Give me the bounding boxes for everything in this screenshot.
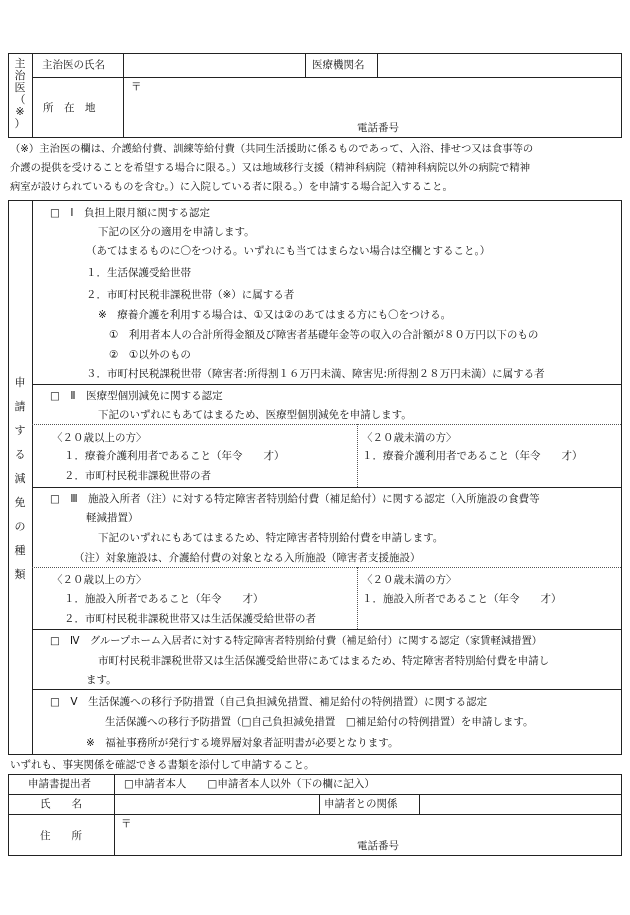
submitter-label: 申請書提出者 bbox=[28, 778, 91, 790]
table-border bbox=[319, 794, 320, 814]
postal-mark: 〒 bbox=[121, 818, 132, 830]
option-line: ① 利用者本人の合計所得金額及び障害者基礎年金等の収入の合計額が８０万円以下のもの bbox=[109, 329, 539, 341]
table-border bbox=[305, 53, 306, 77]
dotted-divider bbox=[357, 424, 358, 487]
submitter-name-label: 氏 名 bbox=[40, 798, 82, 810]
option-line: １．療養介護利用者であること（年令 才） bbox=[64, 450, 285, 462]
table-border bbox=[32, 487, 622, 488]
option-line: ② ①以外のもの bbox=[109, 349, 191, 361]
relation-field[interactable] bbox=[420, 795, 620, 813]
subhead: 〈２０歳以上の方〉 bbox=[52, 574, 147, 586]
text-line: （注）対象施設は、介護給付費の対象となる入所施設（障害者支援施設） bbox=[74, 552, 421, 564]
relation-label: 申請者との関係 bbox=[324, 798, 398, 810]
phone-label: 電話番号 bbox=[357, 840, 399, 852]
table-border bbox=[621, 53, 622, 138]
attach-note: いずれも、事実関係を確認できる書類を添付して申請すること。 bbox=[10, 759, 315, 771]
text-line: 生活保護への移行予防措置（□自己負担減免措置 □補足給付の特例措置）を申請します。 bbox=[105, 716, 534, 728]
dotted-divider bbox=[32, 424, 621, 425]
note-line: 病室が設けられているものを含む。）に入院している者に限る。）を申請する場合記入すること。 bbox=[10, 181, 453, 193]
vertical-char: 主 bbox=[14, 57, 26, 70]
institution-field[interactable] bbox=[378, 54, 620, 76]
vertical-char: 医 bbox=[14, 81, 26, 94]
vertical-char: 減 bbox=[14, 472, 26, 485]
table-border bbox=[32, 689, 622, 690]
submitter-name-field[interactable] bbox=[115, 795, 318, 813]
table-border bbox=[32, 384, 622, 385]
text-line: ます。 bbox=[86, 674, 117, 686]
submitter-options[interactable]: □申請者本人 □申請者本人以外（下の欄に記入） bbox=[124, 778, 375, 790]
table-border bbox=[32, 200, 33, 755]
option-line: １．施設入所者であること（年令 才） bbox=[362, 593, 562, 605]
doctor-name-field[interactable] bbox=[124, 54, 304, 76]
section-4-title[interactable]: □ Ⅳ グループホーム入居者に対する特定障害者特別給付費（補足給付）に関する認定（家賃軽減措置） bbox=[50, 635, 543, 647]
option-line: １．施設入所者であること（年令 才） bbox=[64, 593, 264, 605]
text-line: （あてはまるものに〇をつける。いずれにも当てはまらない場合は空欄とすること。） bbox=[86, 245, 491, 257]
vertical-char: 請 bbox=[14, 400, 26, 413]
vertical-char: （ bbox=[14, 93, 26, 106]
table-border bbox=[8, 200, 622, 201]
vertical-char: 免 bbox=[14, 496, 26, 509]
table-border bbox=[32, 53, 33, 138]
table-border bbox=[8, 200, 9, 755]
text-line: ※ 福祉事務所が発行する境界層対象者証明書が必要となります。 bbox=[86, 737, 399, 749]
vertical-char: る bbox=[14, 448, 26, 461]
table-border bbox=[621, 200, 622, 755]
vertical-char: 申 bbox=[14, 376, 26, 389]
text-line: 軽減措置） bbox=[86, 512, 139, 524]
table-border bbox=[8, 855, 622, 856]
subhead: 〈２０歳未満の方〉 bbox=[362, 574, 457, 586]
section-5-title[interactable]: □ Ⅴ 生活保護への移行予防措置（自己負担減免措置、補足給付の特例措置）に関する認定 bbox=[50, 696, 488, 708]
text-line: ※ 療養介護を利用する場合は、①又は②のあてはまる方にも〇をつける。 bbox=[98, 309, 452, 321]
note-line: （※）主治医の欄は、介護給付費、訓練等給付費（共同生活援助に係るものであって、入浴、排せつ又は食事等の bbox=[10, 143, 534, 155]
postal-mark: 〒 bbox=[131, 81, 142, 93]
table-border bbox=[32, 629, 622, 630]
section-3-title[interactable]: □ Ⅲ 施設入所者（注）に対する特定障害者特別給付費（補足給付）に関する認定（入所施設の食費等 bbox=[50, 493, 540, 505]
section-1-title[interactable]: □ Ⅰ 負担上限月額に関する認定 bbox=[50, 207, 211, 219]
section-2-title[interactable]: □ Ⅱ 医療型個別減免に関する認定 bbox=[50, 390, 223, 402]
vertical-char: 類 bbox=[14, 568, 26, 581]
subhead: 〈２０歳未満の方〉 bbox=[362, 432, 457, 444]
option-line: １．療養介護利用者であること（年令 才） bbox=[362, 450, 583, 462]
doctor-name-label: 主治医の氏名 bbox=[42, 59, 105, 71]
vertical-char: 種 bbox=[14, 544, 26, 557]
option-line: １．生活保護受給世帯 bbox=[86, 267, 191, 279]
text-line: 市町村民税非課税世帯又は生活保護受給世帯にあてはまるため、特定障害者特別給付費を申請し bbox=[98, 655, 550, 667]
text-line: 下記の区分の適用を申請します。 bbox=[98, 226, 255, 238]
dotted-divider bbox=[32, 567, 621, 568]
vertical-char: す bbox=[14, 424, 26, 437]
doctor-address-label: 所 在 地 bbox=[43, 102, 96, 114]
table-border bbox=[8, 754, 622, 755]
option-line: ２．市町村民税非課税世帯の者 bbox=[64, 470, 211, 482]
vertical-char: ※ bbox=[15, 105, 25, 118]
text-line: 下記のいずれにもあてはまるため、医療型個別減免を申請します。 bbox=[98, 409, 412, 421]
table-border bbox=[8, 774, 622, 775]
vertical-char: の bbox=[14, 520, 26, 533]
table-border bbox=[8, 53, 9, 138]
submitter-address-label: 住 所 bbox=[40, 830, 82, 842]
option-line: ２．市町村民税非課税世帯（※）に属する者 bbox=[86, 289, 295, 301]
vertical-char: ） bbox=[14, 117, 26, 130]
option-line: ３．市町村民税課税世帯（障害者:所得割１６万円未満、障害児:所得割２８万円未満）に属する者 bbox=[86, 368, 545, 380]
table-border bbox=[8, 137, 622, 138]
subhead: 〈２０歳以上の方〉 bbox=[52, 432, 147, 444]
table-border bbox=[621, 774, 622, 856]
table-border bbox=[8, 774, 9, 856]
dotted-divider bbox=[357, 567, 358, 629]
option-line: ２．市町村民税非課税世帯又は生活保護受給世帯の者 bbox=[64, 613, 316, 625]
text-line: 下記のいずれにもあてはまるため、特定障害者特別給付費を申請します。 bbox=[98, 532, 444, 544]
note-line: 介護の提供を受けることを希望する場合に限る。）又は地域移行支援（精神科病院（精神科病院以外の病院で精神 bbox=[10, 162, 530, 174]
phone-label: 電話番号 bbox=[357, 122, 399, 134]
vertical-char: 治 bbox=[14, 69, 26, 82]
institution-label: 医療機関名 bbox=[312, 59, 365, 71]
